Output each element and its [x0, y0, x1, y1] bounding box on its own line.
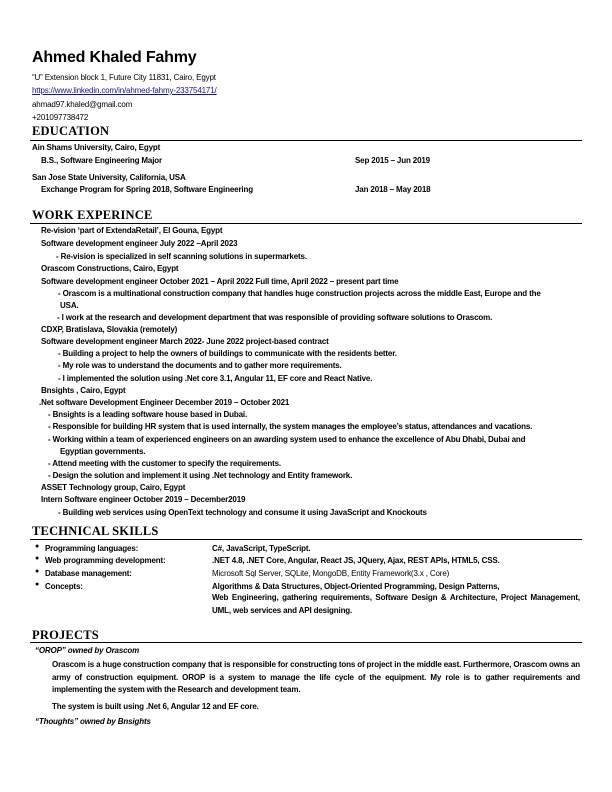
education-dates: Sep 2015 – Jun 2019 [355, 156, 430, 165]
divider [30, 539, 582, 540]
skill-label: Programming languages: [45, 544, 139, 553]
project-name: “OROP” owned by Orascom [35, 646, 140, 655]
work-line: - Working within a team of experienced engineers on an awarding system used to enhance the excellence of Abu Dhabi, Dubai and [48, 435, 526, 444]
skill-label: Web programming development: [45, 556, 166, 565]
work-line: - Building a project to help the owners of buildings to communicate with the residents better. [58, 349, 397, 358]
work-line: ASSET Technology group, Cairo, Egypt [41, 483, 186, 492]
work-line: USA. [60, 301, 79, 310]
work-line: Software development engineer March 2022- June 2022 project-based contract [41, 337, 329, 346]
work-line: - Re-vision is specialized in self scanning solutions in supermarkets. [56, 252, 307, 261]
work-line: Egyptian governments. [60, 447, 146, 456]
work-line: - Design the solution and implement it using .Net technology and Entity framework. [48, 471, 353, 480]
email: ahmad97.khaled@gmail.com [32, 100, 133, 109]
bullet-icon: ● [35, 543, 40, 550]
skill-label: Concepts: [45, 582, 83, 591]
projects-heading: PROJECTS [32, 628, 99, 642]
project-tech: The system is built using .Net 6, Angular 12 and EF core. [52, 702, 259, 711]
degree: Exchange Program for Spring 2018, Software Engineering [41, 185, 253, 194]
skill-value: Algorithms & Data Structures, Object-Oriented Programming, Design Patterns, [212, 582, 500, 591]
education-dates: Jan 2018 – May 2018 [355, 185, 431, 194]
work-line: - Bnsights is a leading software house based in Dubai. [48, 410, 248, 419]
work-line: - Attend meeting with the customer to specify the requirements. [48, 459, 281, 468]
work-line: - Orascom is a multinational construction company that handles huge construction projects across the middle East, Europe and the [58, 289, 541, 298]
work-line: - My role was to understand the documents and to gather more requirements. [58, 361, 342, 370]
school-name: Ain Shams University, Cairo, Egypt [32, 143, 161, 152]
divider [30, 140, 582, 141]
linkedin-link[interactable]: https://www.linkedin.com/in/ahmed-fahmy-233754171/ [32, 86, 217, 95]
work-line: Re-vision ‘part of ExtendaRetail’, El Gouna, Egypt [41, 226, 223, 235]
work-line: Software development engineer October 2021 – April 2022 Full time, April 2022 – present part time [41, 277, 399, 286]
candidate-name: Ahmed Khaled Fahmy [32, 49, 197, 66]
bullet-icon: ● [35, 568, 40, 575]
degree: B.S., Software Engineering Major [41, 156, 162, 165]
bullet-icon: ● [35, 555, 40, 562]
work-line: Intern Software engineer October 2019 – December2019 [41, 495, 246, 504]
divider [30, 223, 582, 224]
work-line: - Building web services using OpenText technology and consume it using JavaScript and Knockouts [58, 508, 427, 517]
skills-heading: TECHNICAL SKILLS [32, 524, 159, 538]
work-line: Bnsights , Cairo, Egypt [41, 386, 126, 395]
phone: +201097738472 [32, 113, 89, 122]
work-line: CDXP, Bratislava, Slovakia (remotely) [41, 325, 178, 334]
skill-value: Web Engineering, gathering requirements, Software Design & Architecture, Project Management, UML, web services and API designing. [212, 593, 580, 615]
skill-value: .NET 4.8, .NET Core, Angular, React JS, JQuery, Ajax, REST APIs, HTML5, CSS. [212, 556, 500, 565]
project-description: Orascom is a huge construction company that is responsible for constructing tons of project in the middle east. Furthermore, Orascom owns an army of construction equipment. OROP is a system to manage the life cycle of the equipment. My role is to gather requirements and implementing the system with the Research and development team. [52, 660, 580, 694]
address: “U” Extension block 1, Future City 11831, Cairo, Egypt [32, 73, 216, 82]
work-line: - I implemented the solution using .Net core 3.1, Angular 11, EF core and React Native. [58, 374, 373, 383]
work-heading: WORK EXPERINCE [32, 208, 153, 222]
skill-value: Microsoft Sql Server, SQLite, MongoDB, Entity Framework(3.x , Core) [212, 569, 450, 578]
skill-value: C#, JavaScript, TypeScript. [212, 544, 311, 553]
school-name: San Jose State University, California, USA [32, 173, 186, 182]
skill-label: Database management: [45, 569, 132, 578]
work-line: - I work at the research and development department that was responsible of providing software solutions to Orascom. [57, 313, 493, 322]
work-line: Orascom Constructions, Cairo, Egypt [41, 264, 179, 273]
education-heading: EDUCATION [32, 124, 110, 138]
work-line: .Net software Development Engineer December 2019 – October 2021 [39, 398, 290, 407]
divider [30, 642, 582, 643]
work-line: - Responsible for building HR system that is used internally, the system manages the employee’s status, attendances and vacations. [48, 422, 533, 431]
work-line: Software development engineer July 2022 –April 2023 [41, 239, 238, 248]
bullet-icon: ● [35, 581, 40, 588]
project-name: “Thoughts” owned by Bnsights [35, 717, 151, 726]
